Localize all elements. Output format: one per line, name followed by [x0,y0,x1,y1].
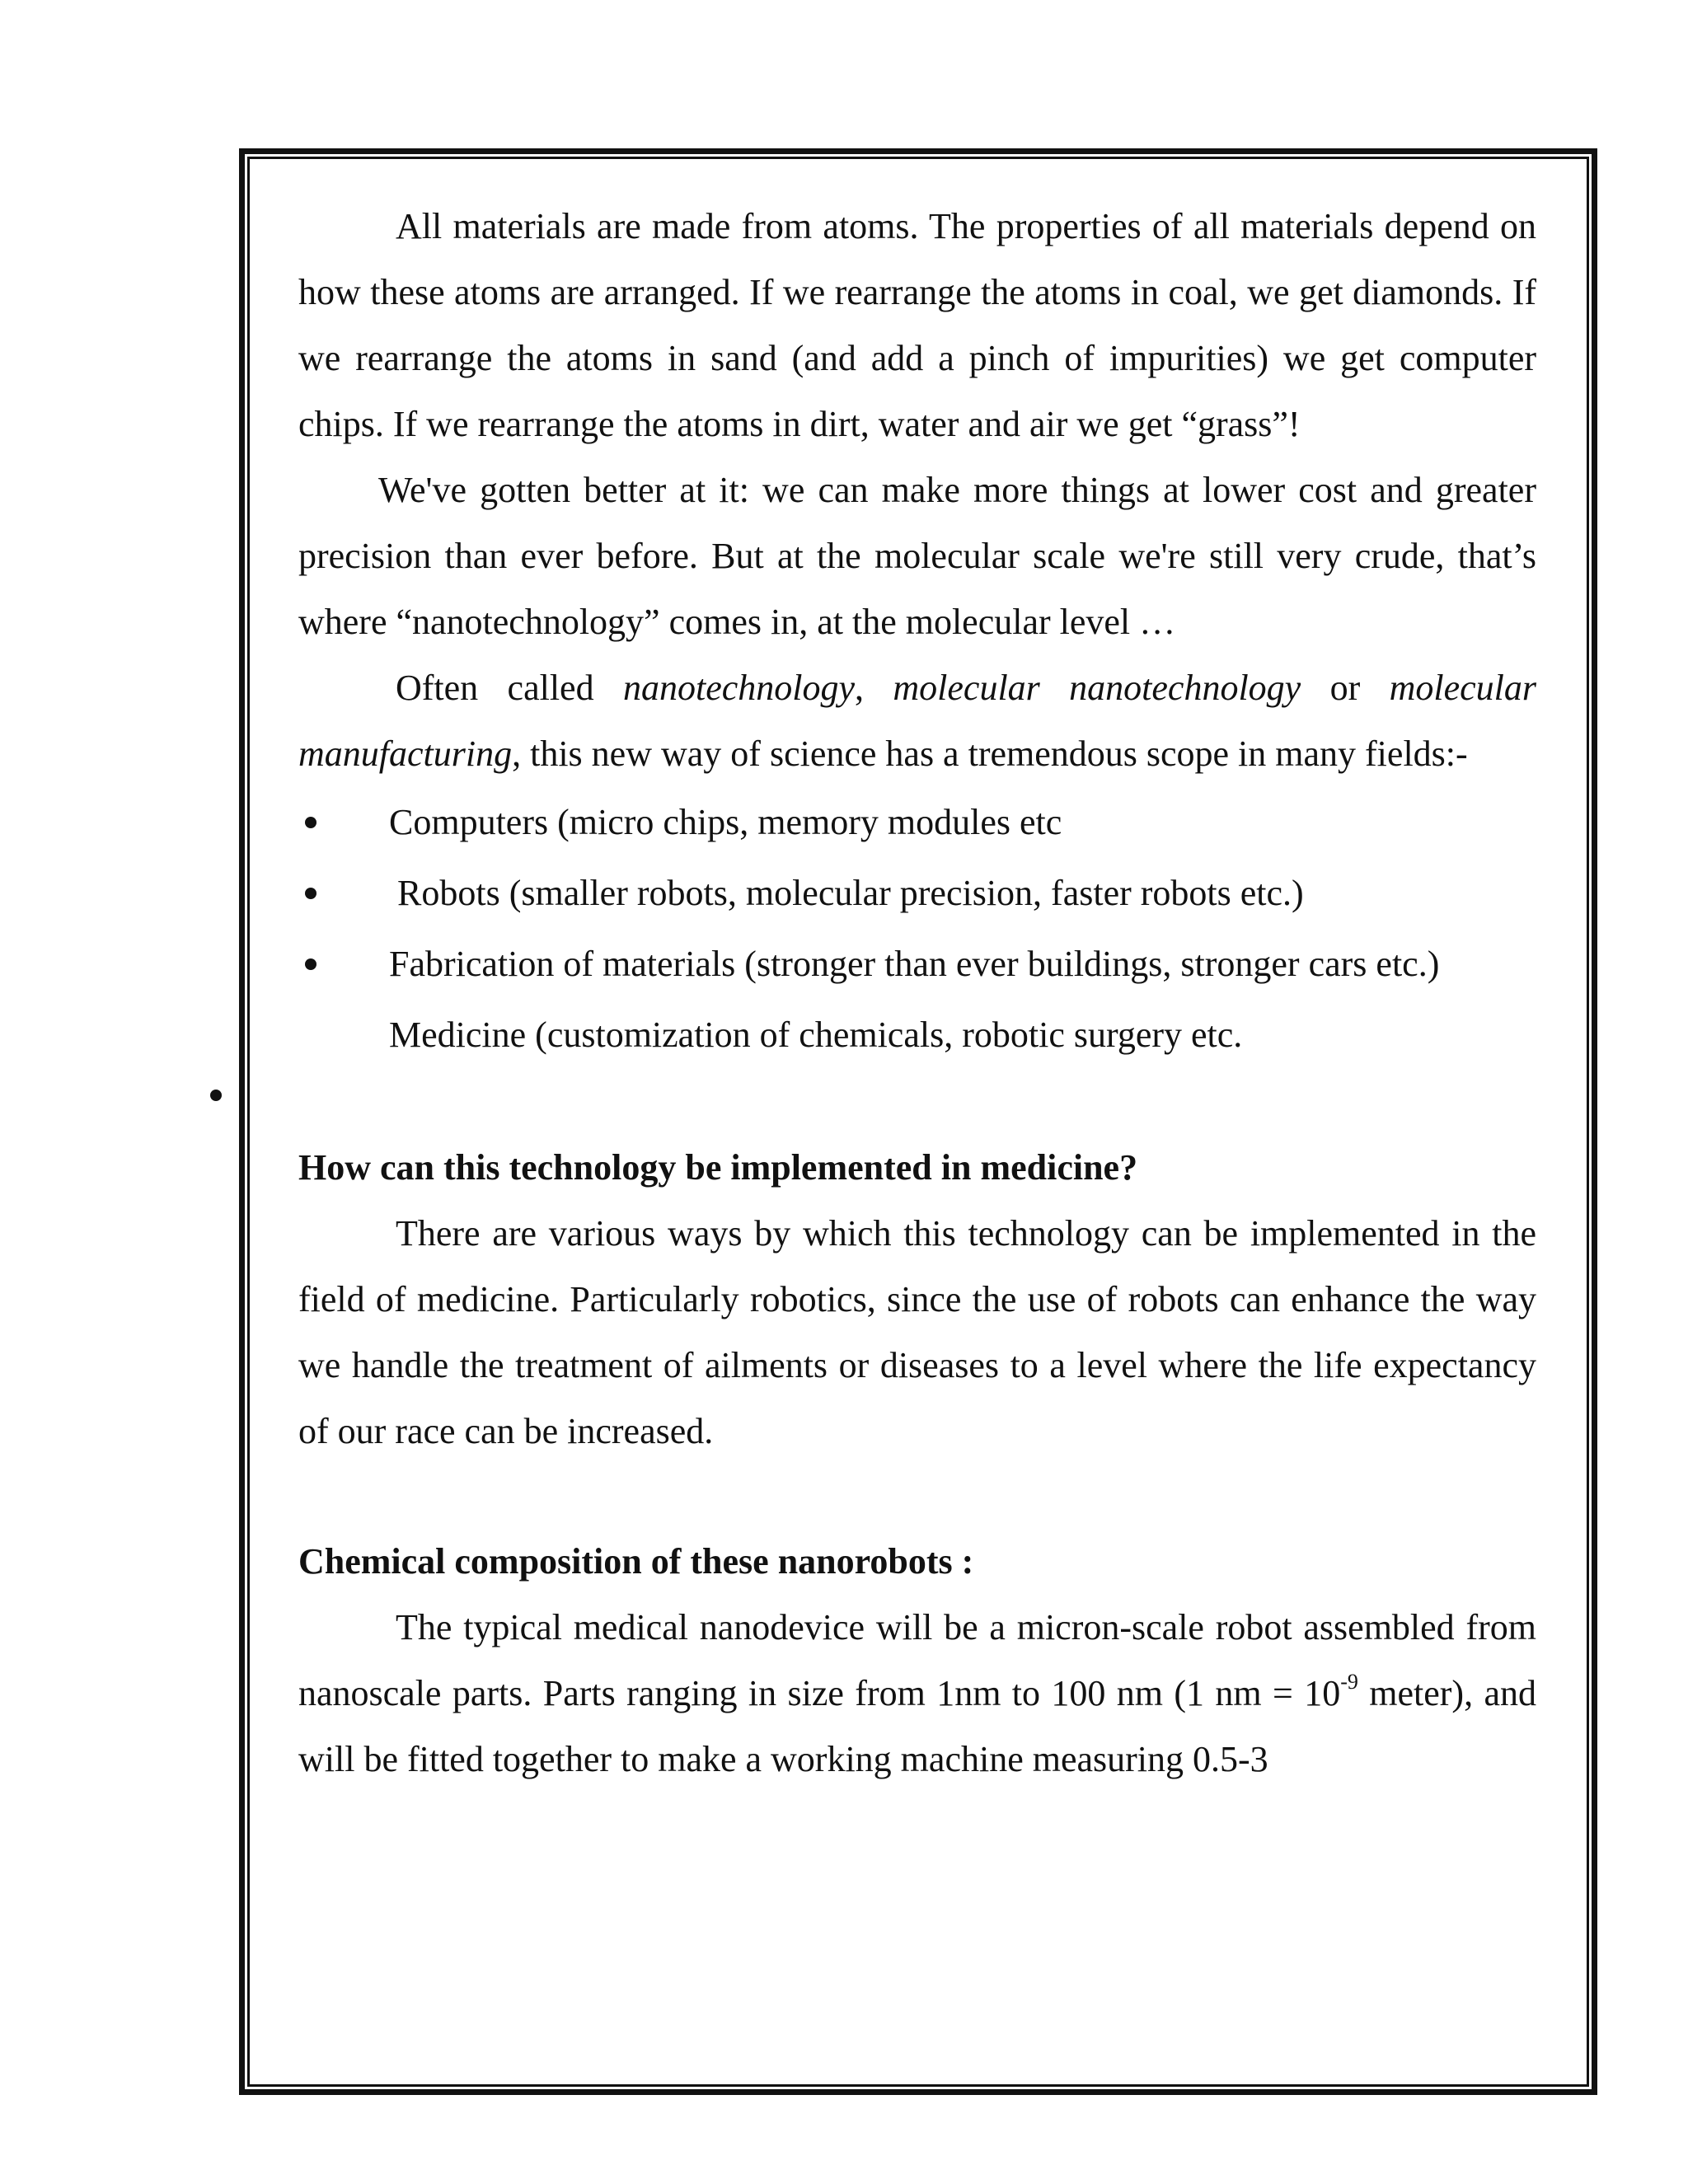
paragraph-gotten-better: We've gotten better at it: we can make more things at lower cost and greater precision than ever before. But at the molecular scale we're still very crude, that’s where “nanotechnology” comes in, at the molecular level … [298,470,1536,642]
paragraph-atoms: All materials are made from atoms. The properties of all materials depend on how these atoms are arranged. If we rearrange the atoms in coal, we get diamonds. If we rearrange the atoms in sand (and add a pinch of impurities) we get computer chips. If we rearrange the atoms in dirt, water and air we get “grass”! [298,206,1536,444]
exponent: -9 [1340,1670,1358,1694]
paragraph-often-called [298,655,1536,787]
list-item-text: Medicine (customization of chemicals, robotic surgery etc. [389,1015,1243,1055]
heading-chemical-composition: Chemical composition of these nanorobots : [298,1541,974,1582]
term-molecular-manufacturing: molecular manufacturing [298,668,1537,774]
list-item-text: Fabrication of materials (stronger than ever buildings, stronger cars etc.) [389,944,1440,984]
list-item-text: Robots (smaller robots, molecular precision, faster robots etc.) [397,873,1304,913]
bullet-dot-medicine [210,1090,222,1101]
term-nanotechnology: nanotechnology [622,668,856,708]
list-item-computers [298,787,1536,858]
bullet-dot [305,958,316,970]
text-separator: , [855,668,893,708]
paragraph-typical-nanodevice [298,1595,1536,1793]
bullet-dot [305,888,316,899]
list-item-robots [298,858,1536,929]
paragraph-various-ways: There are various ways by which this technology can be implemented in the field of medicine. Particularly robotics, since the use of robots can enhance the way we handle the treatment of ailments or diseases to a level where the life expectancy of our race can be increased. [298,1213,1536,1451]
spacer [298,1071,1536,1135]
text-separator: or [1301,668,1390,708]
list-item-text: Computers (micro chips, memory modules etc [389,802,1062,842]
list-item-fabrication [298,929,1536,1000]
text-rest: , this new way of science has a tremendous scope in many fields:- [512,733,1468,774]
heading-medicine: How can this technology be implemented in medicine? [298,1147,1138,1188]
text-lead: Often called [396,668,623,708]
list-item-medicine [298,1000,1536,1071]
text-before: The typical medical nanodevice will be a micron-scale robot assembled from nanoscale parts. Parts ranging in size from 1nm to 100 nm (1 nm = 10 [298,1607,1536,1713]
spacer [298,1465,1536,1529]
text-after: meter), and will be fitted together to make a working machine measuring 0.5-3 [298,1673,1536,1779]
term-molecular-nanotechnology: molecular nanotechnology [893,668,1301,708]
document-body [298,194,1536,1793]
bullet-dot [305,817,316,828]
